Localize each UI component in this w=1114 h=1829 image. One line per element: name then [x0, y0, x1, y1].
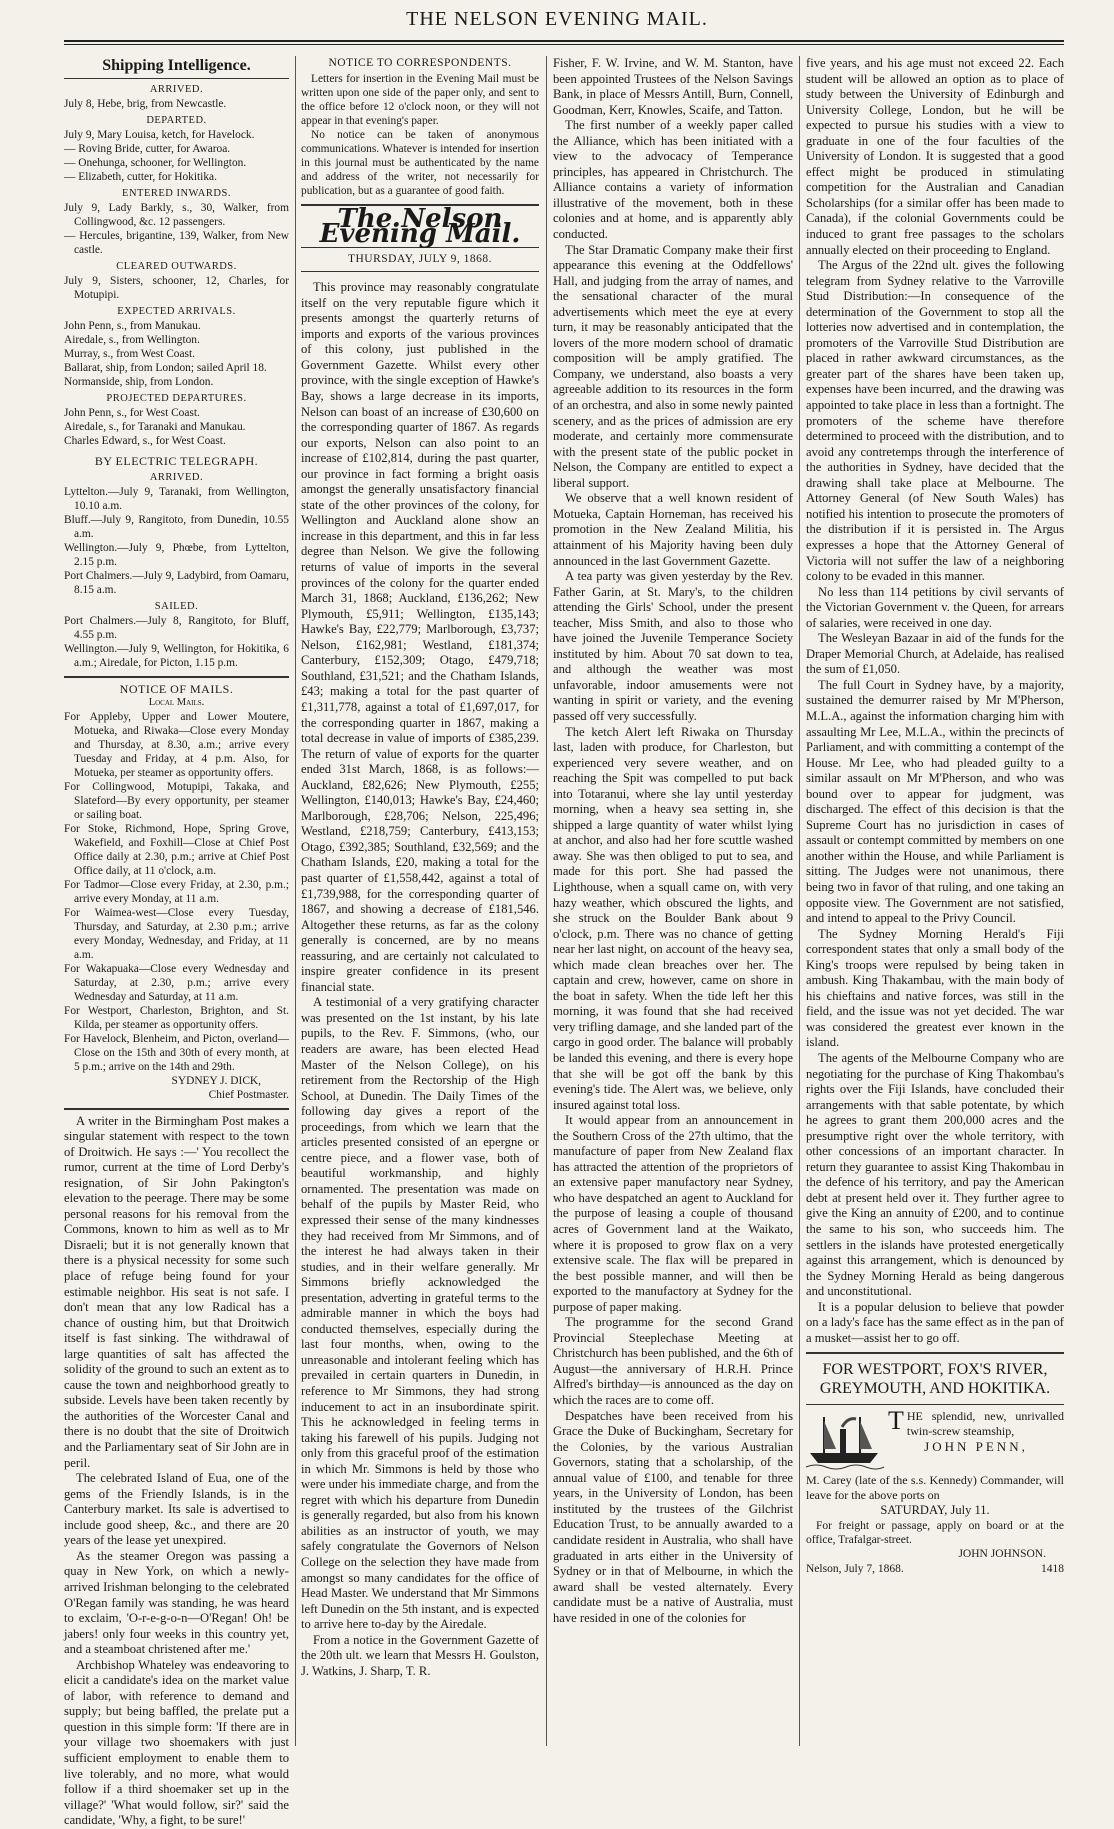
shipping-entry: July 8, Hebe, brig, from Newcastle.: [64, 97, 227, 110]
mail-entry: For Westport, Charleston, Brighton, and St. Kilda, per steamer as opportunity offers.: [64, 1004, 289, 1031]
masthead: THE NELSON EVENING MAIL.: [406, 8, 708, 30]
notice-text: Letters for insertion in the Evening Mail must be written upon one side of the paper only, and sent to the office before 12 o'clock noon, or they will not appear in that evening's paper.: [301, 72, 539, 127]
drop-cap: T: [888, 1406, 904, 1436]
news-paragraph: A tea party was given yesterday by the Rev. Father Garin, at St. Mary's, to the children attending the Girls' School, under the present teacher, Miss Smith, and also to those who have joined the Juvenile Temperance Society instituted by him. About 70 sat down to tea, and although the weather was most unfavorable, indoor amusements were not wanting in spirit or variety, and the evening passed off very successfully.: [553, 569, 793, 723]
column-1: [64, 56, 289, 1828]
news-paragraph: five years, and his age must not exceed 22. Each student will be allowed an option as to place of study between the University of Edinburgh and University College, London, but he will be expected to pursue his studies with a view to graduate in one of the four faculties of the University of London. It is suggested that a good effect might be produced in stimulating competition for the Australian and Canadian Scholarships (for a similar offer has been made to Canada), if the colonial Governments could be induced to grant free passages to the scholars annually elected on their proceeding to England.: [806, 56, 1064, 257]
ad-text: For freight or passage, apply on board or at the office, Trafalgar-street.: [806, 1519, 1064, 1546]
section-heading: BY ELECTRIC TELEGRAPH.: [94, 453, 259, 468]
section-heading: CLEARED OUTWARDS.: [116, 260, 237, 272]
shipping-entry: Ballarat, ship, from London; sailed April 18.: [64, 361, 267, 374]
news-paragraph: As the steamer Oregon was passing a quay in New York, on which a newly-arrived Irishman belonging to the celebrated O'Regan family was standing, he was heard to exclaim, 'O-r-e-g-o-n—O'Regan! Oh! be jabers! only four weeks in this country yet, and a steamboat christened after me.': [64, 1548, 289, 1657]
postmaster-title: Chief Postmaster.: [208, 1088, 289, 1101]
ad-heading: FOR WESTPORT, FOX'S RIVER, GREYMOUTH, AND HOKITIKA.: [819, 1361, 1051, 1398]
telegraph-entry: Wellington.—July 9, Wellington, for Hokitika, 6 a.m.; Airedale, for Picton, 1.15 p.m.: [64, 642, 289, 669]
ad-text: HE splendid, new, unrivalled twin-screw steamship,: [906, 1409, 1064, 1439]
telegraph-entry: Port Chalmers.—July 9, Ladybird, from Oamaru, 8.15 a.m.: [64, 569, 289, 596]
shipping-entry: July 9, Mary Louisa, ketch, for Havelock.: [64, 128, 255, 141]
steamer-advertisement: [806, 1360, 1064, 1578]
news-paragraph: The ketch Alert left Riwaka on Thursday last, laden with produce, for Charleston, but experienced very severe weather, and on reaching the Spit was compelled to put back into Totaranui, where she lay until yesterday morning, when a heavy sea setting in, she shipped a large quantity of water whilst lying at anchor, and also had her fore scuttle washed away. She was then obliged to put to sea, and made for this port. She had passed the Lighthouse, when a squall came on, with very hazy weather, which obscured the lights, and she struck on the Boulder Bank about 9 o'clock, p.m. There was no chance of getting near her last night, on account of the heavy sea, which made clean breaches over her. The captain and crew, however, came on shore in the boat in safety. When the tide left her this morning, it was found that she had received very trifling damage, and she landed part of the cargo in good order. The balance will probably be landed this evening, and there is every hope that she will be got off the bank by this evening's tide. The Alert was, we believe, only insured against total loss.: [553, 724, 793, 1112]
news-paragraph: It is a popular delusion to believe that powder on a lady's face has the same effect as in the pan of a musket—assist her to go off.: [806, 1299, 1064, 1345]
masthead-rule-thin: [64, 44, 1064, 45]
notice-heading: NOTICE TO CORRESPONDENTS.: [328, 57, 512, 69]
shipping-entry: — Roving Bride, cutter, for Awaroa.: [64, 142, 231, 155]
mail-entry: For Wakapuaka—Close every Wednesday and Saturday, at 2.30, p.m.; arrive every Wednesday and Saturday, at 11 a.m.: [64, 962, 289, 1003]
shipping-entry: — Elizabeth, cutter, for Hokitika.: [64, 170, 217, 183]
section-heading: SAILED.: [154, 600, 199, 612]
news-paragraph: The programme for the second Grand Provincial Steeplechase Meeting at Christchurch has been published, and the 6th of August—the anniversary of H.R.H. Prince Alfred's birthday—is announced as the day on which the races are to come off.: [553, 1315, 793, 1408]
section-heading: DEPARTED.: [146, 114, 207, 126]
column-4: [806, 56, 1064, 1746]
column-divider: [799, 56, 800, 1746]
column-divider: [295, 56, 296, 1746]
shipping-entry: July 9, Lady Barkly, s., 30, Walker, from Collingwood, &c. 12 passengers.: [64, 201, 289, 228]
news-paragraph: The Sydney Morning Herald's Fiji correspondent states that only a small body of the King's troops were repulsed by being taken in ambush. King Thakambau, with the main body of his chieftains and native forces, was still in the field, and the issue was not yet decided. The war was considered the greatest ever known in the island.: [806, 926, 1064, 1050]
mail-entry: For Tadmor—Close every Friday, at 2.30, p.m.; arrive every Monday, at 11 a.m.: [64, 878, 289, 905]
shipping-entry: Charles Edward, s., for West Coast.: [64, 434, 226, 447]
mail-entry: For Appleby, Upper and Lower Moutere, Motueka, and Riwaka—Close every Monday and Thursday, at 8.30, a.m.; arrive every Tuesday and Friday, at 4 p.m. Also, for Motueka, per steamer as opportunity offers.: [64, 710, 289, 779]
steamship-icon: [806, 1409, 884, 1473]
column-3: [553, 56, 793, 1746]
shipping-entry: Airedale, s., for Taranaki and Manukau.: [64, 420, 246, 433]
notice-text: No notice can be taken of anonymous communications. Whatever is intended for insertion in this journal must be authenticated by the name and address of the writer, not necessarily for publication, but as a guarantee of good faith.: [301, 128, 539, 197]
telegraph-entry: Bluff.—July 9, Rangitoto, from Dunedin, 10.55 a.m.: [64, 513, 289, 540]
column-divider: [546, 56, 547, 1746]
issue-date: THURSDAY, JULY 9, 1868.: [347, 252, 493, 265]
news-paragraph: The Argus of the 22nd ult. gives the following telegram from Sydney relative to the Varroville Stud Distribution:—In consequence of the determination of the Government to stop all the lotteries now advertised and in contemplation, the promoters of the Varroville Stud Distribution are placed in rather awkward circumstances, as the greater part of the shares have been taken up, expenses have been incurred, and the drawing was appointed to take place in less than a fortnight. The promoters of the scheme have therefore determined to proceed with the distribution, and to avoid any contretemps through the interference of the authorities in Sydney, have decided that the drawing shall take place at Melbourne. The Attorney General (of New South Wales) has notified his intention to prosecute the promoters of the distribution if it is persisted in. The Argus expresses a hope that the Attorney General of Victoria will not suffer the law of a neighboring colony to be evaded in this manner.: [806, 258, 1064, 584]
mail-entry: For Havelock, Blenheim, and Picton, overland—Close on the 15th and 30th of every month, at 5 p.m.; arrive on the 14th and 29th.: [64, 1032, 289, 1073]
masthead-rule: [64, 40, 1064, 42]
editorial-paragraph: A testimonial of a very gratifying character was presented on the 1st instant, by his late pupils, to the Rev. F. Simmons, (who, our readers are aware, has been elected Head Master of the Nelson College), on his retirement from the Rectorship of the High School, at Dunedin. The Daily Times of the following day gives a report of the proceedings, from which we learn that the articles presented consisted of an epergne or centre piece, and a flower vase, both of beautiful workmanship, and highly ornamented. The presentation was made on behalf of the pupils by Master Reid, who expressed their sense of the many kindnesses they had received from Mr Simmons, and of the interest he had always taken in their studies, and in their welfare generally. Mr Simmons briefly acknowledged the presentation, adverting in grateful terms to the admirable manner in which the boys had conducted themselves, especially during the last four months, when, owing to the unreasonable and intolerant feeling which has prevailed in certain quarters in Dunedin, in reference to Mr Simmons, they had strong inducement to act in an insubordinate spirit. This he acknowledged in feeling terms in taking his farewell of his pupils. Judging not only from this graceful proof of the estimation in which Mr. Simmons is held by those who were under his immediate charge, and from the regret with which his departure from Dunedin is generally regarded, but also from his known abilities as an instructor of youth, we may safely congratulate the Governors of Nelson College on the selection they have made from amongst so many candidates for the office of Head Master. We understand that Mr Simmons left Dunedin on the 5th instant, and is expected to arrive here to-day by the Airedale.: [301, 995, 539, 1632]
telegraph-entry: Port Chalmers.—July 8, Rangitoto, for Bluff, 4.55 p.m.: [64, 614, 289, 641]
mail-entry: For Waimea-west—Close every Tuesday, Thursday, and Saturday, at 2.30 p.m.; arrive every Monday, Wednesday, and Friday, at 11 a.m.: [64, 906, 289, 961]
ad-date: Nelson, July 7, 1868.: [806, 1563, 904, 1576]
section-heading: ARRIVED.: [149, 471, 204, 483]
news-paragraph: The Star Dramatic Company make their first appearance this evening at the Oddfellows' Hall, and judging from the array of names, and the sensational character of the mural advertisements which meet the eye at every turn, it may be reasonably anticipated that the lovers of the more modern school of dramatic composition will be amply gratified. The Company, we understand, also boasts a very agreeable addition to its resources in the form of an orchestra, and also in some newly painted scenery, and as the prices of admission are ery moderate, and certainly more commensurate with the present state of the public pocket in Nelson, the Company are entitled to expect a liberal support.: [553, 242, 793, 490]
editorial-paragraph: This province may reasonably congratulate itself on the very reputable figure which it presents amongst the quarterly returns of imports and exports of the various provinces of this colony, just published in the Government Gazette. Whilst every other province, with the single exception of Hawke's Bay, shows a large decrease in its imports, Nelson can boast of an increase of £30,600 on the corresponding quarter of 1867. As regards our exports, Nelson can also point to an increase of £102,814, during the past quarter, our province in fact forming a bright oasis amongst the generally unsatisfactory financial state of the other provinces of the colony, for Wellington and Auckland alone show an increase in this department, and this in far less degree than Nelson. We give the following returns of value of imports in the several provinces of the colony for the quarter ended March 31, 1868; Auckland, £136,262; New Plymouth, £5,911; Wellington, £135,143; Hawke's Bay, £22,779; Marlborough, £3,737; Nelson, £162,981; Westland, £181,374; Canterbury, £152,309; Otago, £479,718; Southland, £31,521; and the Chatham Islands, £43; making a total for the past quarter of £1,311,778, against a total of £1,697,017, for the corresponding quarter in 1867, making a total decrease in value of imports of £385,239. The return of value of exports for the quarter ended 31st March, 1868, is as follows:—Auckland, £82,626; New Plymouth, £255; Wellington, £140,013; Hawke's Bay, £24,460; Marlborough, £28,706; Nelson, 225,496; Westland, £218,759; Canterbury, £413,153; Otago, £392,385; Southland, £32,569; and the Chatham Islands, £20, making a total for the past quarter of £1,558,442, against a total of £1,739,988, for the corresponding quarter of 1867, and showing a decrease of £181,546. Altogether these returns, as far as the colony generally is concerned, are by no means reassuring, and are certainly not calculated to inspire greater confidence in its present financial state.: [301, 280, 539, 994]
ad-ship-name: JOHN PENN,: [924, 1439, 1028, 1455]
shipping-title: Shipping Intelligence.: [102, 57, 251, 74]
ad-text: M. Carey (late of the s.s. Kennedy) Commander, will leave for the above ports on: [806, 1473, 1064, 1503]
news-paragraph: Archbishop Whateley was endeavoring to elicit a candidate's idea on the market value of labor, with reference to demand and supply; but being baffled, the prelate put a question in this simple form: 'If there are in your village two shoemakers with just sufficient employment to enable them to live tolerably, and no more, what would follow if a third shoemaker set up in the village?' 'What would follow, sir?' said the candidate, 'Why, a fight, to be sure!': [64, 1657, 289, 1828]
mail-entry: For Collingwood, Motupipi, Takaka, and Slateford—By every opportunity, per steamer or sailing boat.: [64, 780, 289, 821]
ad-number: 1418: [1041, 1563, 1064, 1576]
news-paragraph: The full Court in Sydney have, by a majority, sustained the demurrer raised by Mr M'Pherson, M.L.A., against the information charging him with assaulting Mr Lee, M.L.A., within the precincts of Parliament, and with committing a contempt of the House. Mr Lee, who had pleaded guilty to a similar assault on Mr M'Pherson, and who was bound over to appear for judgment, was discharged. The effect of this decision is that the Supreme Court has no jurisdiction in cases of assault or contempt committed by members on one another within the House, and while Parliament is sitting. The Judges were not unanimous, there being two in favor of that ruling, and one taking an opposite view. The Government are not satisfied, and intend to appeal to the Privy Council.: [806, 677, 1064, 926]
news-paragraph: The celebrated Island of Eua, one of the gems of the Friendly Islands, is in the Canterbury market. Its sale is advertised to include good sheep, &c., and there are 20 years of the lease yet unexpired.: [64, 1471, 289, 1548]
local-mails-heading: Local Mails.: [148, 696, 205, 708]
section-heading: PROJECTED DEPARTURES.: [106, 392, 247, 404]
shipping-entry: Normanside, ship, from London.: [64, 375, 214, 388]
news-paragraph: Despatches have been received from his Grace the Duke of Buckingham, Secretary for the Colonies, by the various Australian Governors, stating that a scholarship, of the annual value of £100, and tenable for three years, in the University of London, has been instituted by the trustees of the Gilchrist Education Trust, to be annually awarded to a candidate resident in Australia, who shall have graduated in arts either in the University of Sydney or in that of Melbourne, in which the award shall be vested alternately. Every candidate must be a native of Australia, must have resided in one of the colonies for: [553, 1408, 793, 1625]
shipping-entry: July 9, Sisters, schooner, 12, Charles, for Motupipi.: [64, 274, 289, 301]
mail-entry: For Stoke, Richmond, Hope, Spring Grove, Wakefield, and Foxhill—Close at Chief Post Office daily at 2.30, p.m.; arrive at Chief Post Office daily, at 11 o'clock, a.m.: [64, 822, 289, 877]
news-paragraph: The Wesleyan Bazaar in aid of the funds for the Draper Memorial Church, at Adelaide, has realised the sum of £1,050.: [806, 631, 1064, 677]
paper-title: The Nelson Evening Mail.: [319, 203, 521, 250]
news-paragraph: The first number of a weekly paper called the Alliance, which has been initiated with a view to the advocacy of Temperance principles, has appeared in Christchurch. The Alliance contains a variety of information illustrative of the movement, both in these colonies and at home, and is apparently ably conducted.: [553, 118, 793, 242]
news-paragraph: No less than 114 petitions by civil servants of the Victorian Government v. the Queen, for arrears of salaries, were received in one day.: [806, 584, 1064, 630]
news-paragraph: The agents of the Melbourne Company who are negotiating for the purchase of King Thakombau's rights over the Fiji Islands, have concluded their arrangements with that sable potentate, by which he agrees to grant them 200,000 acres and the presumptive right over the whole territory, with other concessions of an important character. In return they guarantee to assist King Thakombau in the defence of his territory, and pay the American debt at present held over it. They further agree to give the King an annuity of £200, and to continue the same to his son, who succeeds him. The settlers in the islands have protested energetically against this arrangement, which is denounced by the Sydney Morning Herald as being dangerous and unconstitutional.: [806, 1051, 1064, 1299]
news-paragraph: It would appear from an announcement in the Southern Cross of the 27th ultimo, that the manufacture of paper from New Zealand flax has attracted the attention of the proprietors of an extensive paper manufactory near Sydney, who have despatched an agent to Auckland for the purpose of leasing a couple of thousand acres of Government land at the Waikato, where it is proposed to grow flax on a very extensive scale. The flax will be prepared in the best possible manner, and will then be exported to the manufactory at Sydney for the purpose of paper making.: [553, 1113, 793, 1314]
shipping-entry: Murray, s., from West Coast.: [64, 347, 196, 360]
shipping-entry: — Onehunga, schooner, for Wellington.: [64, 156, 247, 169]
ad-agent: JOHN JOHNSON.: [958, 1547, 1046, 1560]
section-heading: ARRIVED.: [149, 83, 204, 95]
news-paragraph: We observe that a well known resident of Motueka, Captain Horneman, has received his promotion in the New Zealand Militia, his attainment of his Majority having been duly announced in the last Government Gazette.: [553, 491, 793, 568]
news-paragraph: A writer in the Birmingham Post makes a singular statement with respect to the town of Droitwich. He says :—' You recollect the rumor, current at the time of Lord Derby's resignation, of Sir John Pakington's elevation to the peerage. There may be some personal reasons for his removal from the Commons, known to him as well as to Mr Disraeli; but it is not generally known that there is a physical necessity for some such place of refuge being found for your estimable neighbor. His seat is not safe. I don't mean that any low Radical has a chance of ousting him, but that Droitwich itself is fast sinking. The withdrawal of large quantities of salt has affected the solidity of the ground to such an extent as to cause the town and neighborhood greatly to subside. Levels have been taken recently by the authorities of the Worcester Canal and there is no doubt that the site of Droitwich and the Parliamentary seat of Sir John are in peril.: [64, 1113, 289, 1470]
telegraph-entry: Lyttelton.—July 9, Taranaki, from Wellington, 10.10 a.m.: [64, 485, 289, 512]
shipping-entry: Airedale, s., from Wellington.: [64, 333, 200, 346]
postmaster-name: SYDNEY J. DICK,: [171, 1074, 261, 1087]
section-heading: EXPECTED ARRIVALS.: [117, 305, 236, 317]
shipping-entry: — Hercules, brigantine, 139, Walker, from New castle.: [64, 229, 289, 256]
news-paragraph: Fisher, F. W. Irvine, and W. M. Stanton, have been appointed Trustees of the Nelson Savings Bank, in place of Messrs Antill, Burn, Connell, Goodman, Kerr, Knowles, Scaife, and Tatton.: [553, 56, 793, 117]
section-heading: ENTERED INWARDS.: [122, 187, 231, 199]
mails-heading: NOTICE OF MAILS.: [119, 681, 234, 696]
shipping-entry: John Penn, s., for West Coast.: [64, 406, 200, 419]
editorial-paragraph: From a notice in the Government Gazette of the 20th ult. we learn that Messrs H. Goulston, J. Watkins, J. Sharp, T. R.: [301, 1632, 539, 1678]
telegraph-entry: Wellington.—July 9, Phœbe, from Lyttelton, 2.15 p.m.: [64, 541, 289, 568]
column-2: [301, 56, 539, 1746]
shipping-entry: John Penn, s., from Manukau.: [64, 319, 201, 332]
ad-sailing-date: SATURDAY, July 11.: [880, 1503, 990, 1518]
